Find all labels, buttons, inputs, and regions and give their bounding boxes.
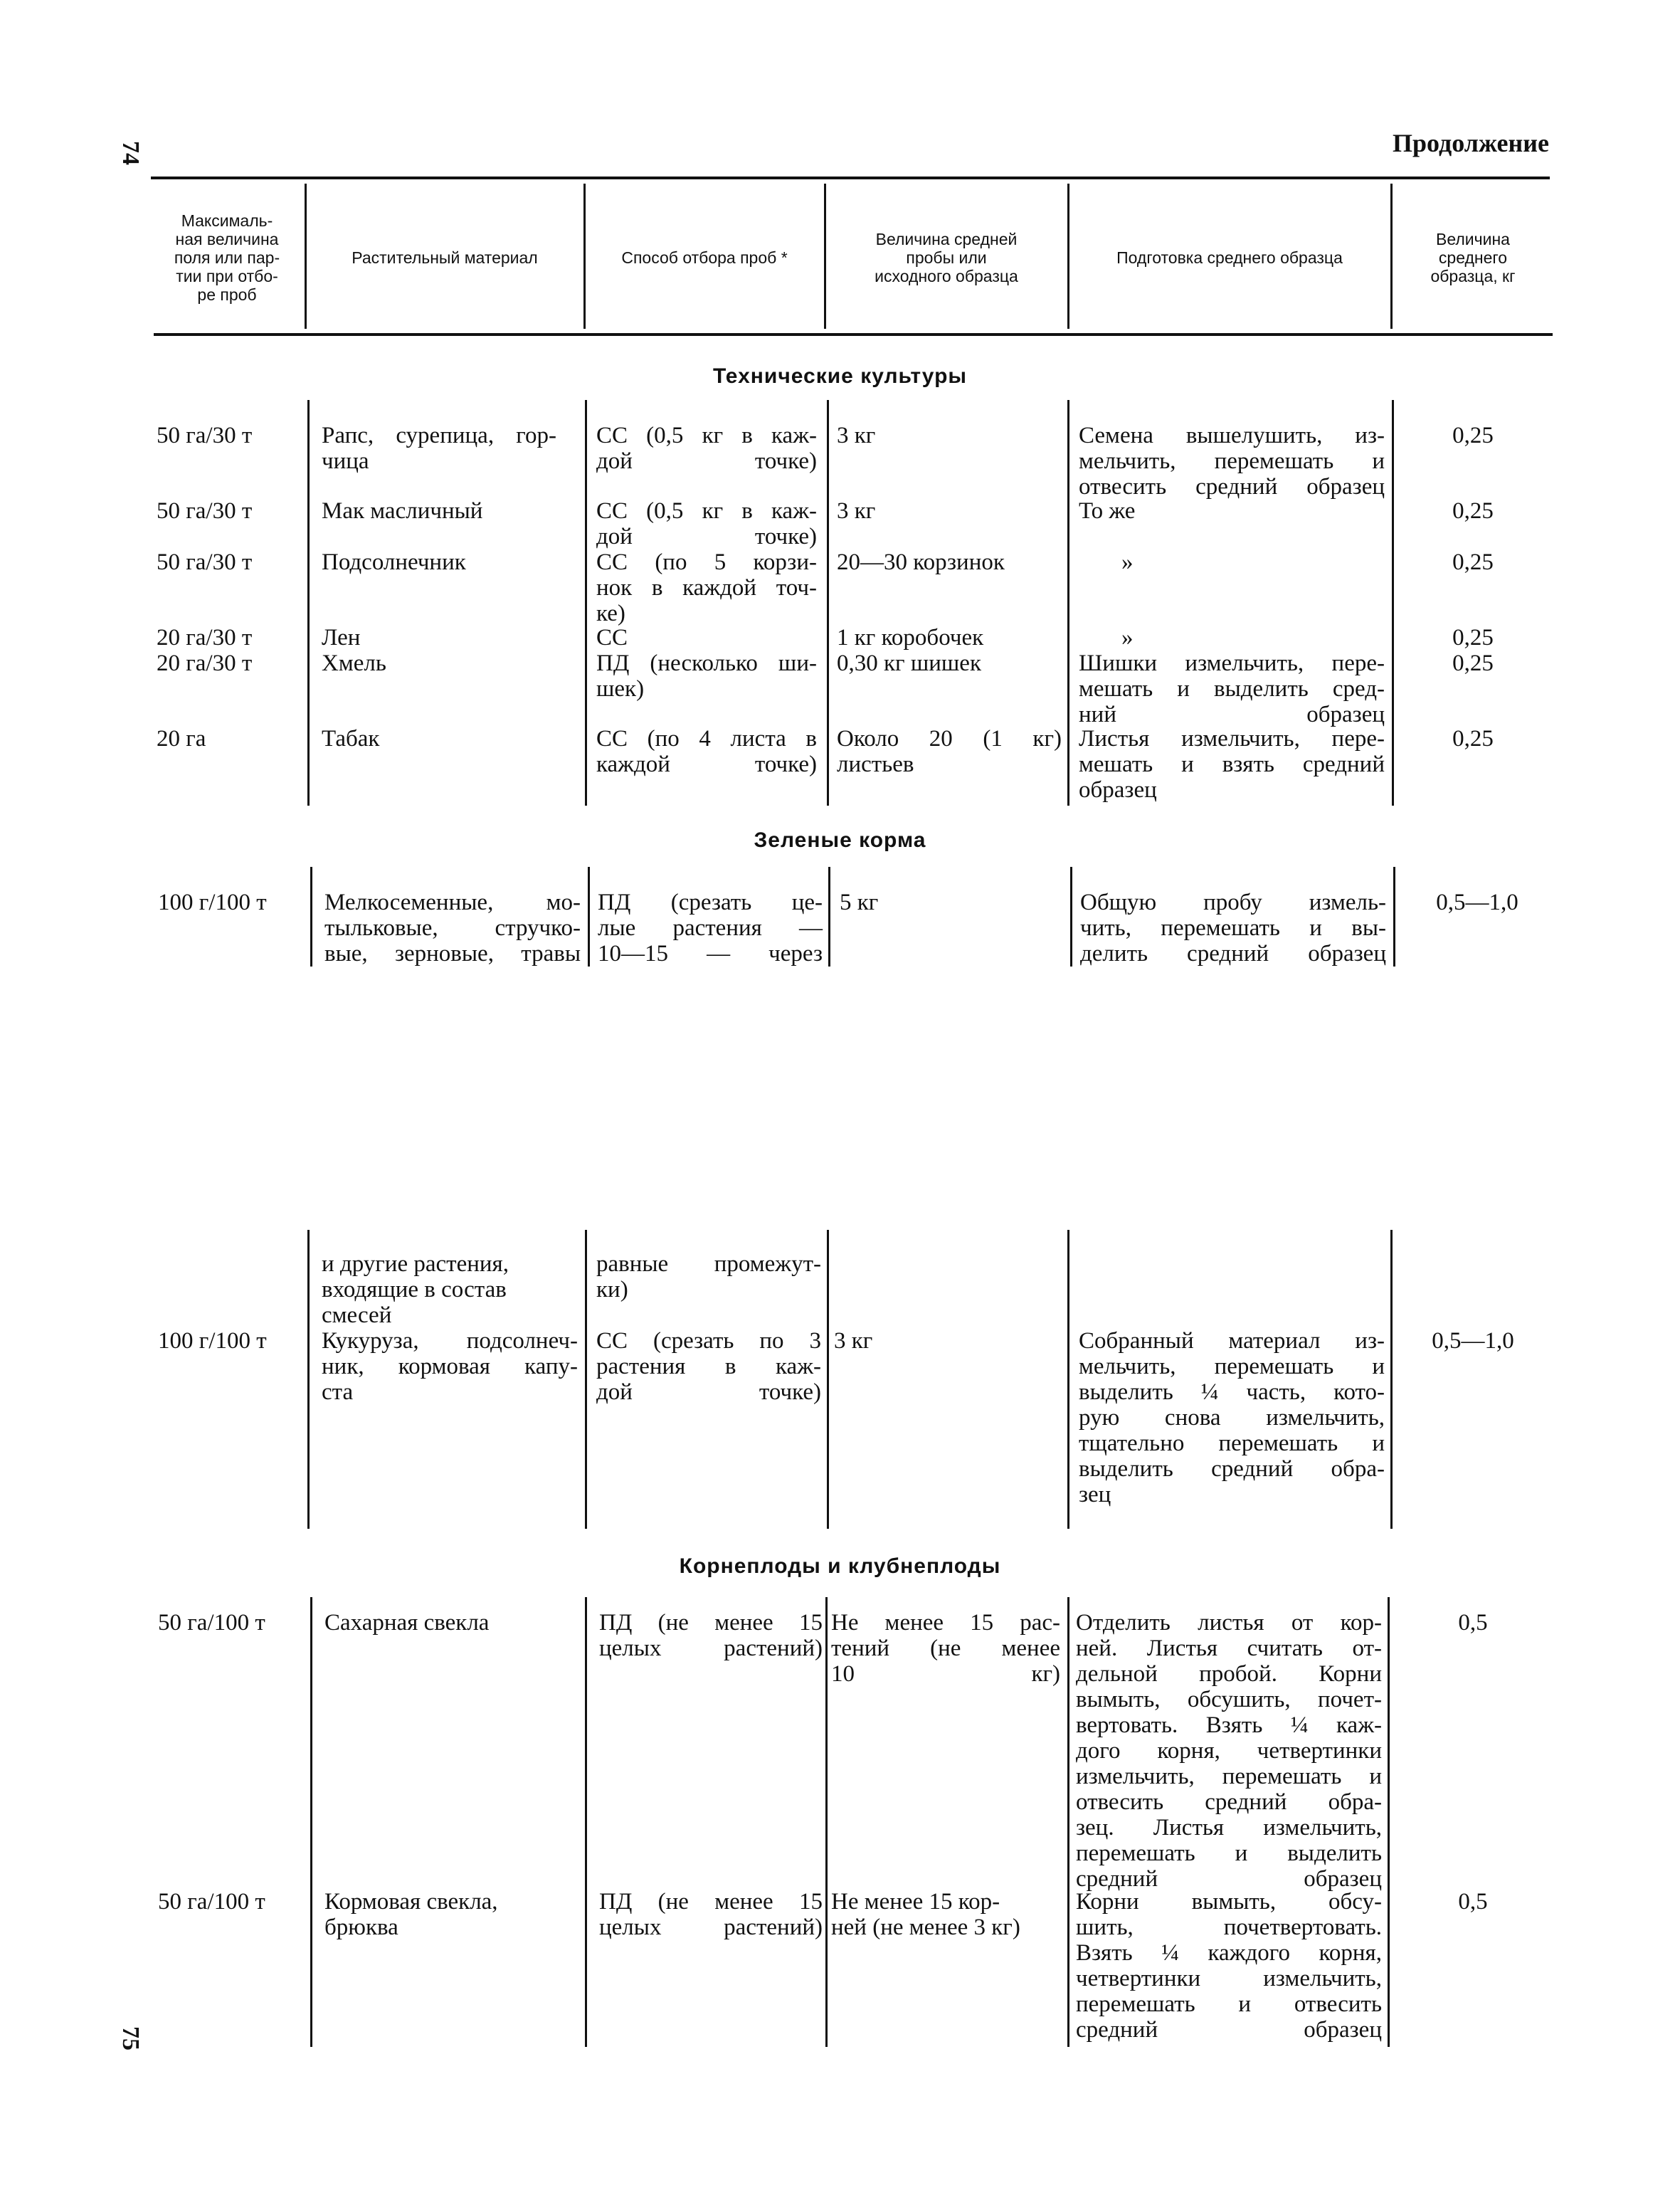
- section-root-crops: Корнеплоды и клубнеплоды: [679, 1554, 1001, 1578]
- table-row-sample: 3 кг: [837, 498, 876, 524]
- sep: [588, 867, 590, 967]
- sep: [1388, 1597, 1390, 2047]
- sep: [1067, 1230, 1069, 1529]
- header-sample-size: Величина средней пробы или исходного образца: [875, 230, 1018, 285]
- table-row-method: равные промежут- ки): [596, 1251, 821, 1302]
- table-row-sample: 5 кг: [840, 890, 879, 915]
- table-row-material: Лен: [322, 625, 361, 651]
- table-row-method: СС (по 5 корзи- нок в каждой точ- ке): [596, 549, 817, 626]
- table-row-method: СС (по 4 листа в каждой точке): [596, 726, 817, 777]
- sep: [1390, 1230, 1393, 1529]
- header-sample-weight: Величина среднего образца, кг: [1430, 230, 1516, 285]
- table-row-field: 100 г/100 т: [158, 890, 267, 915]
- table-row-sample: 20—30 корзинок: [837, 549, 1005, 575]
- sep: [307, 400, 310, 806]
- section-green-fodder: Зеленые корма: [754, 828, 926, 852]
- header-plant-material: Растительный материал: [352, 248, 538, 267]
- table-row-preparation: Отделить листья от кор- ней. Листья считать от- дельной пробой. Корни вымыть, обсушить, почет- вертовать. Взять ¼ каж- дого корня, четвертинки измельчить, перемешать и отвесить средний обра- зец. Листья измельчить, перемешать и выделить средний образец: [1076, 1610, 1382, 1892]
- table-row-method: СС (срезать по 3 растения в каж- дой точке): [596, 1328, 821, 1405]
- table-row-preparation: Собранный материал из- мельчить, перемешать и выделить ¼ часть, кото- рую снова измельчить, тщательно перемешать и выделить средний обра- зец: [1079, 1328, 1385, 1507]
- sep: [1067, 1597, 1069, 2047]
- header-preparation: Подготовка среднего образца: [1116, 248, 1343, 267]
- table-row-weight: 0,25: [1452, 625, 1494, 651]
- table-row-field: 20 га: [157, 726, 206, 752]
- table-row-sample: Не менее 15 рас- тений (не менее 10 кг): [831, 1610, 1060, 1687]
- table-row-material: Сахарная свекла: [324, 1610, 490, 1636]
- table-row-material: и другие растения, входящие в состав смесей: [322, 1251, 509, 1328]
- sep: [310, 1597, 312, 2047]
- table-row-field: 20 га/30 т: [157, 651, 253, 676]
- sep: [307, 1230, 310, 1529]
- sep: [1393, 867, 1395, 967]
- table-row-weight: 0,5: [1458, 1889, 1488, 1915]
- table-row-method: ПД (не менее 15 целых растений): [599, 1610, 823, 1661]
- page-number-top: 74: [117, 141, 144, 165]
- table-row-sample: 0,30 кг шишек: [837, 651, 981, 676]
- sep: [310, 867, 312, 967]
- table-row-weight: 0,25: [1452, 549, 1494, 575]
- table-row-method: СС: [596, 625, 628, 651]
- table-row-field: 50 га/30 т: [157, 423, 253, 448]
- section-technical-crops: Технические культуры: [712, 364, 968, 388]
- table-row-preparation: Листья измельчить, пере- мешать и взять средний образец: [1079, 726, 1385, 803]
- table-row-preparation: Общую пробу измель- чить, перемешать и вы- делить средний образец: [1080, 890, 1386, 967]
- table-top-rule: [151, 177, 1550, 179]
- table-row-weight: 0,5—1,0: [1436, 890, 1518, 915]
- table-row-material: Мелкосеменные, мо- тыльковые, стручко- вые, зерновые, травы: [324, 890, 581, 967]
- table-row-sample: 3 кг: [834, 1328, 873, 1354]
- table-row-material: Табак: [322, 726, 380, 752]
- table-row-material: Кормовая свекла, брюква: [324, 1889, 498, 1940]
- hdr-sep-3: [824, 184, 826, 329]
- table-row-field: 50 га/100 т: [158, 1889, 265, 1915]
- table-row-weight: 0,25: [1452, 651, 1494, 676]
- sep: [828, 867, 830, 967]
- hdr-sep-5: [1390, 184, 1393, 329]
- table-row-weight: 0,25: [1452, 423, 1494, 448]
- sep: [1067, 400, 1069, 806]
- hdr-sep-2: [583, 184, 586, 329]
- table-row-material: Хмель: [322, 651, 386, 676]
- table-row-method: СС (0,5 кг в каж- дой точке): [596, 498, 817, 549]
- table-row-field: 50 га/30 т: [157, 549, 253, 575]
- sep: [585, 400, 587, 806]
- continuation-label: Продолжение: [1393, 129, 1549, 157]
- table-row-field: 20 га/30 т: [157, 625, 253, 651]
- sep: [827, 400, 829, 806]
- table-row-weight: 0,25: [1452, 498, 1494, 524]
- sep: [1070, 867, 1072, 967]
- table-row-sample: Около 20 (1 кг) листьев: [837, 726, 1062, 777]
- sep: [1392, 400, 1394, 806]
- table-row-weight: 0,5: [1458, 1610, 1488, 1636]
- table-row-preparation: Шишки измельчить, пере- мешать и выделить сред- ний образец: [1079, 651, 1385, 727]
- table-row-field: 50 га/100 т: [158, 1610, 265, 1636]
- table-row-preparation: »: [1121, 549, 1134, 575]
- sep: [825, 1597, 828, 2047]
- table-row-material: Рапс, сурепица, гор- чица: [322, 423, 556, 474]
- table-row-material: Кукуруза, подсолнеч- ник, кормовая капу- ста: [322, 1328, 578, 1405]
- table-row-method: ПД (не менее 15 целых растений): [599, 1889, 823, 1940]
- table-row-weight: 0,25: [1452, 726, 1494, 752]
- header-max-field: Максималь- ная величина поля или пар- тии при отбо- ре проб: [174, 211, 280, 304]
- sep: [585, 1597, 587, 2047]
- table-row-material: Подсолнечник: [322, 549, 466, 575]
- hdr-sep-1: [305, 184, 307, 329]
- table-row-sample: Не менее 15 кор- ней (не менее 3 кг): [831, 1889, 1020, 1940]
- table-row-preparation: Корни вымыть, обсу- шить, почетвертовать. Взять ¼ каждого корня, четвертинки измельчить, перемешать и отвесить средний образец: [1076, 1889, 1382, 2043]
- table-row-method: ПД (срезать це- лые растения — 10—15 — через: [598, 890, 823, 967]
- table-row-material: Мак масличный: [322, 498, 483, 524]
- header-sampling-method: Способ отбора проб *: [621, 248, 788, 267]
- page-number-bottom: 75: [117, 2026, 144, 2050]
- table-row-field: 100 г/100 т: [158, 1328, 267, 1354]
- table-row-preparation: »: [1121, 625, 1134, 651]
- table-row-method: СС (0,5 кг в каж- дой точке): [596, 423, 817, 474]
- table-row-field: 50 га/30 т: [157, 498, 253, 524]
- table-row-weight: 0,5—1,0: [1432, 1328, 1514, 1354]
- sep: [827, 1230, 829, 1529]
- table-row-method: ПД (несколько ши- шек): [596, 651, 817, 702]
- header-bottom-rule: [154, 333, 1553, 336]
- table-row-preparation: Семена вышелушить, из- мельчить, перемешать и отвесить средний образец: [1079, 423, 1385, 500]
- table-row-sample: 1 кг коробочек: [837, 625, 984, 651]
- table-row-preparation: То же: [1079, 498, 1136, 524]
- sep: [585, 1230, 587, 1529]
- hdr-sep-4: [1067, 184, 1069, 329]
- table-row-sample: 3 кг: [837, 423, 876, 448]
